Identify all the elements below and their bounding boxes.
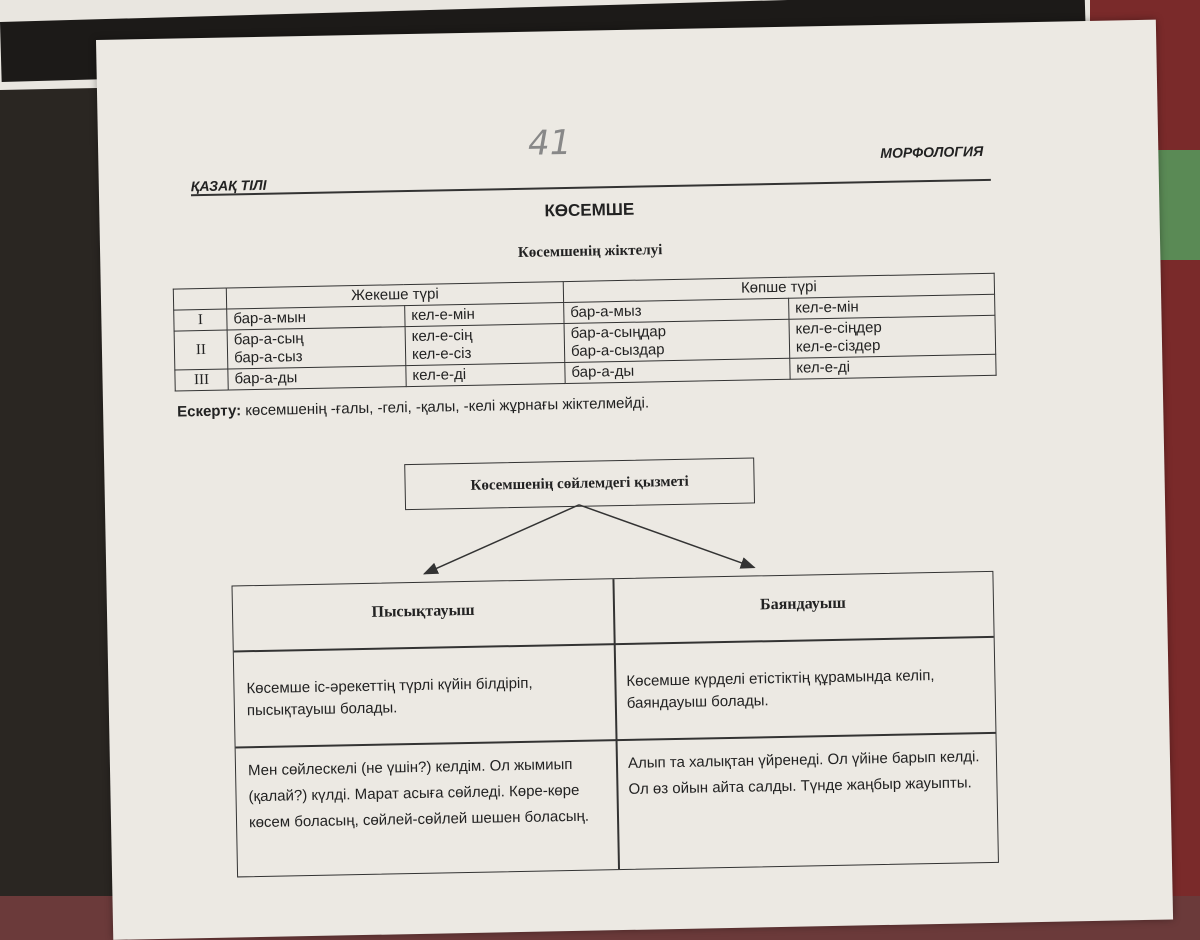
- table-cell: бар-а-мын: [227, 306, 405, 330]
- predicate-heading: Баяндауыш: [759, 594, 846, 614]
- table-cell: кел-е-мін: [405, 303, 564, 327]
- page-subtitle: Көсемшенің жіктелуі: [517, 242, 663, 261]
- person-number: I: [174, 309, 227, 331]
- table-cell: бар-а-мыз: [564, 298, 789, 323]
- adverbial-heading: Пысықтауыш: [371, 601, 475, 621]
- table-cell: кел-е-ді: [790, 354, 996, 379]
- document-page: [96, 20, 1173, 940]
- note-label: Ескерту:: [176, 402, 242, 421]
- table-cell: кел-е-сің кел-е-сіз: [405, 324, 565, 366]
- predicate-description: Көсемше күрделі етістіктің құрамында келіп, баяндауыш болады.: [626, 667, 935, 712]
- function-grid: [231, 571, 998, 878]
- table-cell: кел-е-мін: [788, 294, 994, 319]
- handwritten-page-number: 41: [527, 122, 572, 164]
- person-number: II: [174, 330, 228, 370]
- table-cell: бар-а-сыңдар бар-а-сыздар: [564, 319, 790, 362]
- adverbial-description: Көсемше іс-әрекеттің түрлі күйін білдіріп, пысықтауыш болады.: [246, 674, 533, 720]
- arrow-left: [423, 505, 580, 574]
- person-number: III: [175, 369, 228, 391]
- adverbial-example: Мен сөйлескелі (не үшін?) келдім. Ол жымиып (қалай?) күлді. Марат асыға сөйледі. Көре-көре көсем боласың, сөйлей-сөйлей шешен боласың.: [247, 755, 590, 832]
- function-title-box: Көсемшенің сөйлемдегі қызметі: [404, 457, 755, 510]
- plural-header: Көпше түрі: [563, 273, 994, 302]
- arrow-right: [579, 501, 754, 570]
- table-cell: бар-а-ды: [565, 358, 790, 383]
- section-header: МОРФОЛОГИЯ: [880, 142, 984, 161]
- singular-header: Жекеше түрі: [226, 282, 563, 309]
- table-cell: кел-е-сіңдер кел-е-сіздер: [789, 315, 996, 358]
- subject-header: ҚАЗАҚ ТІЛІ: [190, 176, 267, 195]
- predicate-example: Алып та халықтан үйренеді. Ол үйіне барып келді. Ол өз ойын айта салды. Түнде жаңбыр жауыпты.: [627, 748, 980, 798]
- table-cell: бар-а-сың бар-а-сыз: [227, 327, 406, 369]
- table-cell: бар-а-ды: [228, 366, 406, 390]
- page-title: КӨСЕМШЕ: [544, 199, 635, 221]
- note-text: көсемшенің -ғалы, -гелі, -қалы, -келі жұрнағы жіктелмейді.: [241, 394, 650, 420]
- table-cell: кел-е-ді: [406, 363, 565, 387]
